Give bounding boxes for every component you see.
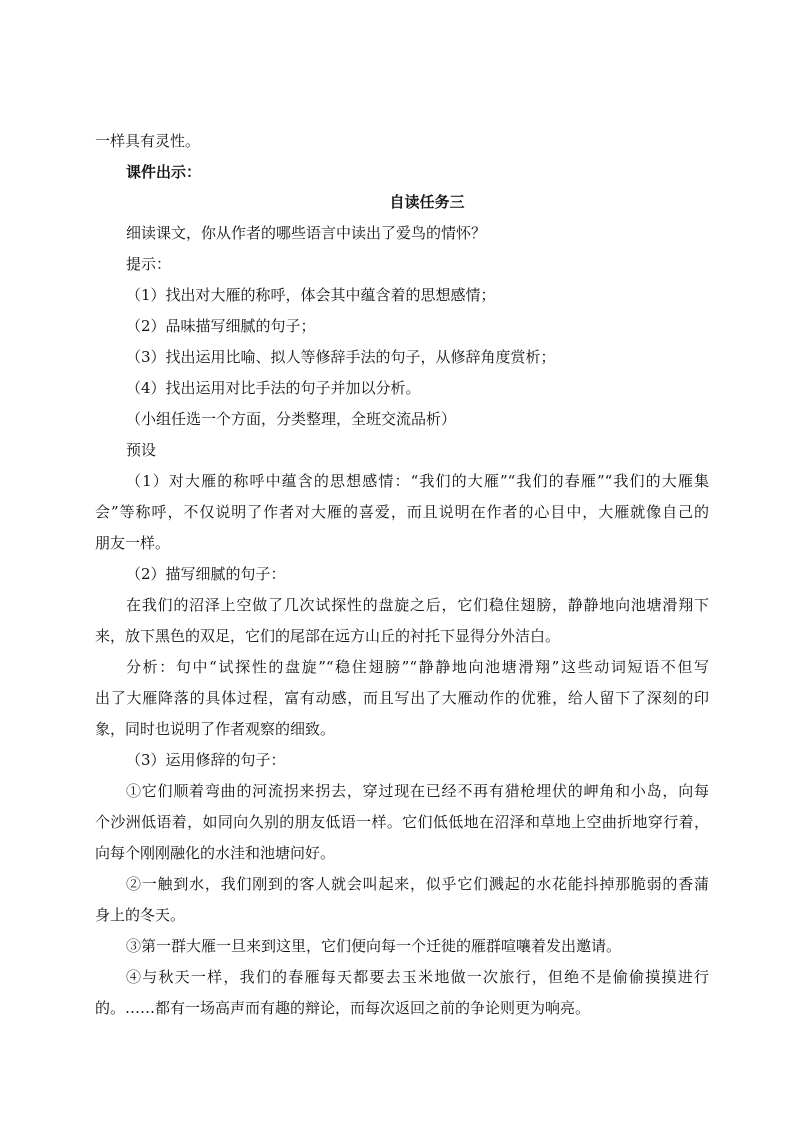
text-line: 象，同时也说明了作者观察的细致。: [95, 720, 336, 738]
text-line: ②一触到水，我们刚到的客人就会叫起来，似乎它们溅起的水花能抖掉那脆弱的香蒲: [126, 875, 709, 893]
text-line: （3）运用修辞的句子：: [126, 751, 286, 769]
text-line: ④与秋天一样，我们的春雁每天都要去玉米地做一次旅行，但绝不是偷偷摸摸进行: [126, 968, 709, 986]
text-line: 会”等称呼，不仅说明了作者对大雁的喜爱，而且说明在作者的心目中，大雁就像自己的: [95, 503, 709, 521]
text-line: （1）找出对大雁的称呼，体会其中蕴含着的思想感情；: [126, 286, 496, 304]
text-line: 一样具有灵性。: [95, 132, 201, 150]
text-line: （2）品味描写细腻的句子；: [126, 317, 316, 335]
text-line: 来，放下黑色的双足，它们的尾部在远方山丘的衬托下显得分外洁白。: [95, 627, 561, 645]
text-line: 提示：: [126, 255, 172, 273]
text-line: （4）找出运用对比手法的句子并加以分析。: [126, 379, 421, 397]
text-line: 预设: [126, 441, 157, 459]
text-line: 细读课文，你从作者的哪些语言中读出了爱鸟的情怀？: [126, 224, 487, 242]
section-heading: 自读任务三: [389, 193, 465, 211]
text-line: 分析：句中“试探性的盘旋”“稳住翅膀”“静静地向池塘滑翔”这些动词短语不但写: [126, 658, 709, 676]
text-line: 在我们的沼泽上空做了几次试探性的盘旋之后，它们稳住翅膀，静静地向池塘滑翔下: [126, 596, 709, 614]
text-line: （3）找出运用比喻、拟人等修辞手法的句子，从修辞角度赏析；: [126, 348, 556, 366]
text-line: ①它们顺着弯曲的河流拐来拐去，穿过现在已经不再有猎枪埋伏的岬角和小岛，向每: [126, 782, 709, 800]
text-line: ③第一群大雁一旦来到这里，它们便向每一个迁徙的雁群喧嚷着发出邀请。: [126, 937, 622, 955]
courseware-label: 课件出示：: [126, 163, 202, 181]
text-line: （1）对大雁的称呼中蕴含的思想感情：“我们的大雁”“我们的春雁”“我们的大雁集: [126, 472, 709, 490]
text-line: 向每个刚刚融化的水洼和池塘问好。: [95, 844, 336, 862]
text-line: 个沙洲低语着，如同向久别的朋友低语一样。它们低低地在沼泽和草地上空曲折地穿行着，: [95, 813, 709, 831]
text-line: （2）描写细腻的句子：: [126, 565, 286, 583]
text-line: （小组任选一个方面，分类整理，全班交流品析）: [126, 410, 457, 428]
text-line: 的。……都有一场高声而有趣的辩论，而每次返回之前的争论则更为响亮。: [95, 999, 591, 1017]
text-line: 身上的冬天。: [95, 906, 186, 924]
text-line: 朋友一样。: [95, 534, 171, 552]
text-line: 出了大雁降落的具体过程，富有动感，而且写出了大雁动作的优雅，给人留下了深刻的印: [95, 689, 709, 707]
